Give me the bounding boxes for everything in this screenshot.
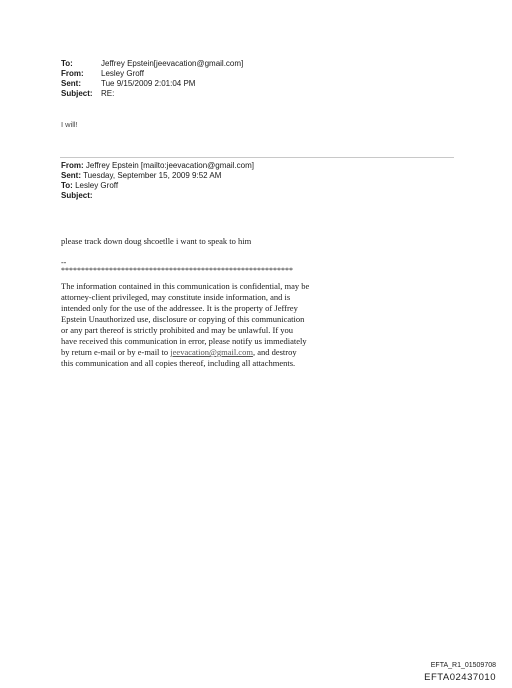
disclaimer-email-link[interactable]: jeevacation@gmail.com xyxy=(170,347,253,357)
confidentiality-disclaimer xyxy=(61,281,311,369)
quoted-header xyxy=(61,161,254,201)
disclaimer-text-after: , and destroy this communication and all copies thereof, including all attachments. xyxy=(61,347,297,368)
disclaimer-text-before: The information contained in this communication is confidential, may be attorney-client privileged, may constitute inside information, and is intended only for the use of the addressee. It is the property of Jeffrey Epstein Unauthorized use, disclosure or copying of this communication or any part thereof is strictly prohibited and may be unlawful. If you have received this communication in error, please notify us immediately by return e-mail or by e-mail to xyxy=(61,281,310,357)
to-label: To: xyxy=(61,59,73,68)
quoted-sent-label: Sent: xyxy=(61,171,81,180)
quoted-sent-value: Tuesday, September 15, 2009 9:52 AM xyxy=(83,171,222,180)
header-to-row xyxy=(61,59,243,69)
sent-value: Tue 9/15/2009 2:01:04 PM xyxy=(101,79,196,88)
email-header xyxy=(61,59,243,99)
quoted-subject-row xyxy=(61,191,254,201)
from-label: From: xyxy=(61,69,84,78)
footer-id-small: EFTA_R1_01509708 xyxy=(430,662,496,669)
sent-label: Sent: xyxy=(61,79,81,88)
signature-stars: ********************************************************** xyxy=(61,266,293,275)
quoted-from-row xyxy=(61,161,254,171)
quoted-from-value: Jeffrey Epstein [mailto:jeevacation@gmail.com] xyxy=(85,161,254,170)
footer-id-large: EFTA02437010 xyxy=(424,672,496,683)
header-sent-row xyxy=(61,79,243,89)
message-body: please track down doug shcoetlle i want to speak to him xyxy=(61,236,252,246)
quoted-to-value: Lesley Groff xyxy=(75,181,119,190)
from-value: Lesley Groff xyxy=(101,69,144,78)
signature-dash: -- xyxy=(61,258,67,267)
subject-label: Subject: xyxy=(61,89,93,98)
quoted-to-row xyxy=(61,181,254,191)
quoted-subject-label: Subject: xyxy=(61,191,93,200)
reply-text: I will! xyxy=(61,120,78,129)
header-subject-row xyxy=(61,89,243,99)
subject-value: RE: xyxy=(101,89,115,98)
quoted-sent-row xyxy=(61,171,254,181)
to-value: Jeffrey Epstein[jeevacation@gmail.com] xyxy=(101,59,244,68)
quoted-to-label: To: xyxy=(61,181,73,190)
quote-divider xyxy=(60,157,454,158)
quoted-from-label: From: xyxy=(61,161,84,170)
header-from-row xyxy=(61,69,243,79)
